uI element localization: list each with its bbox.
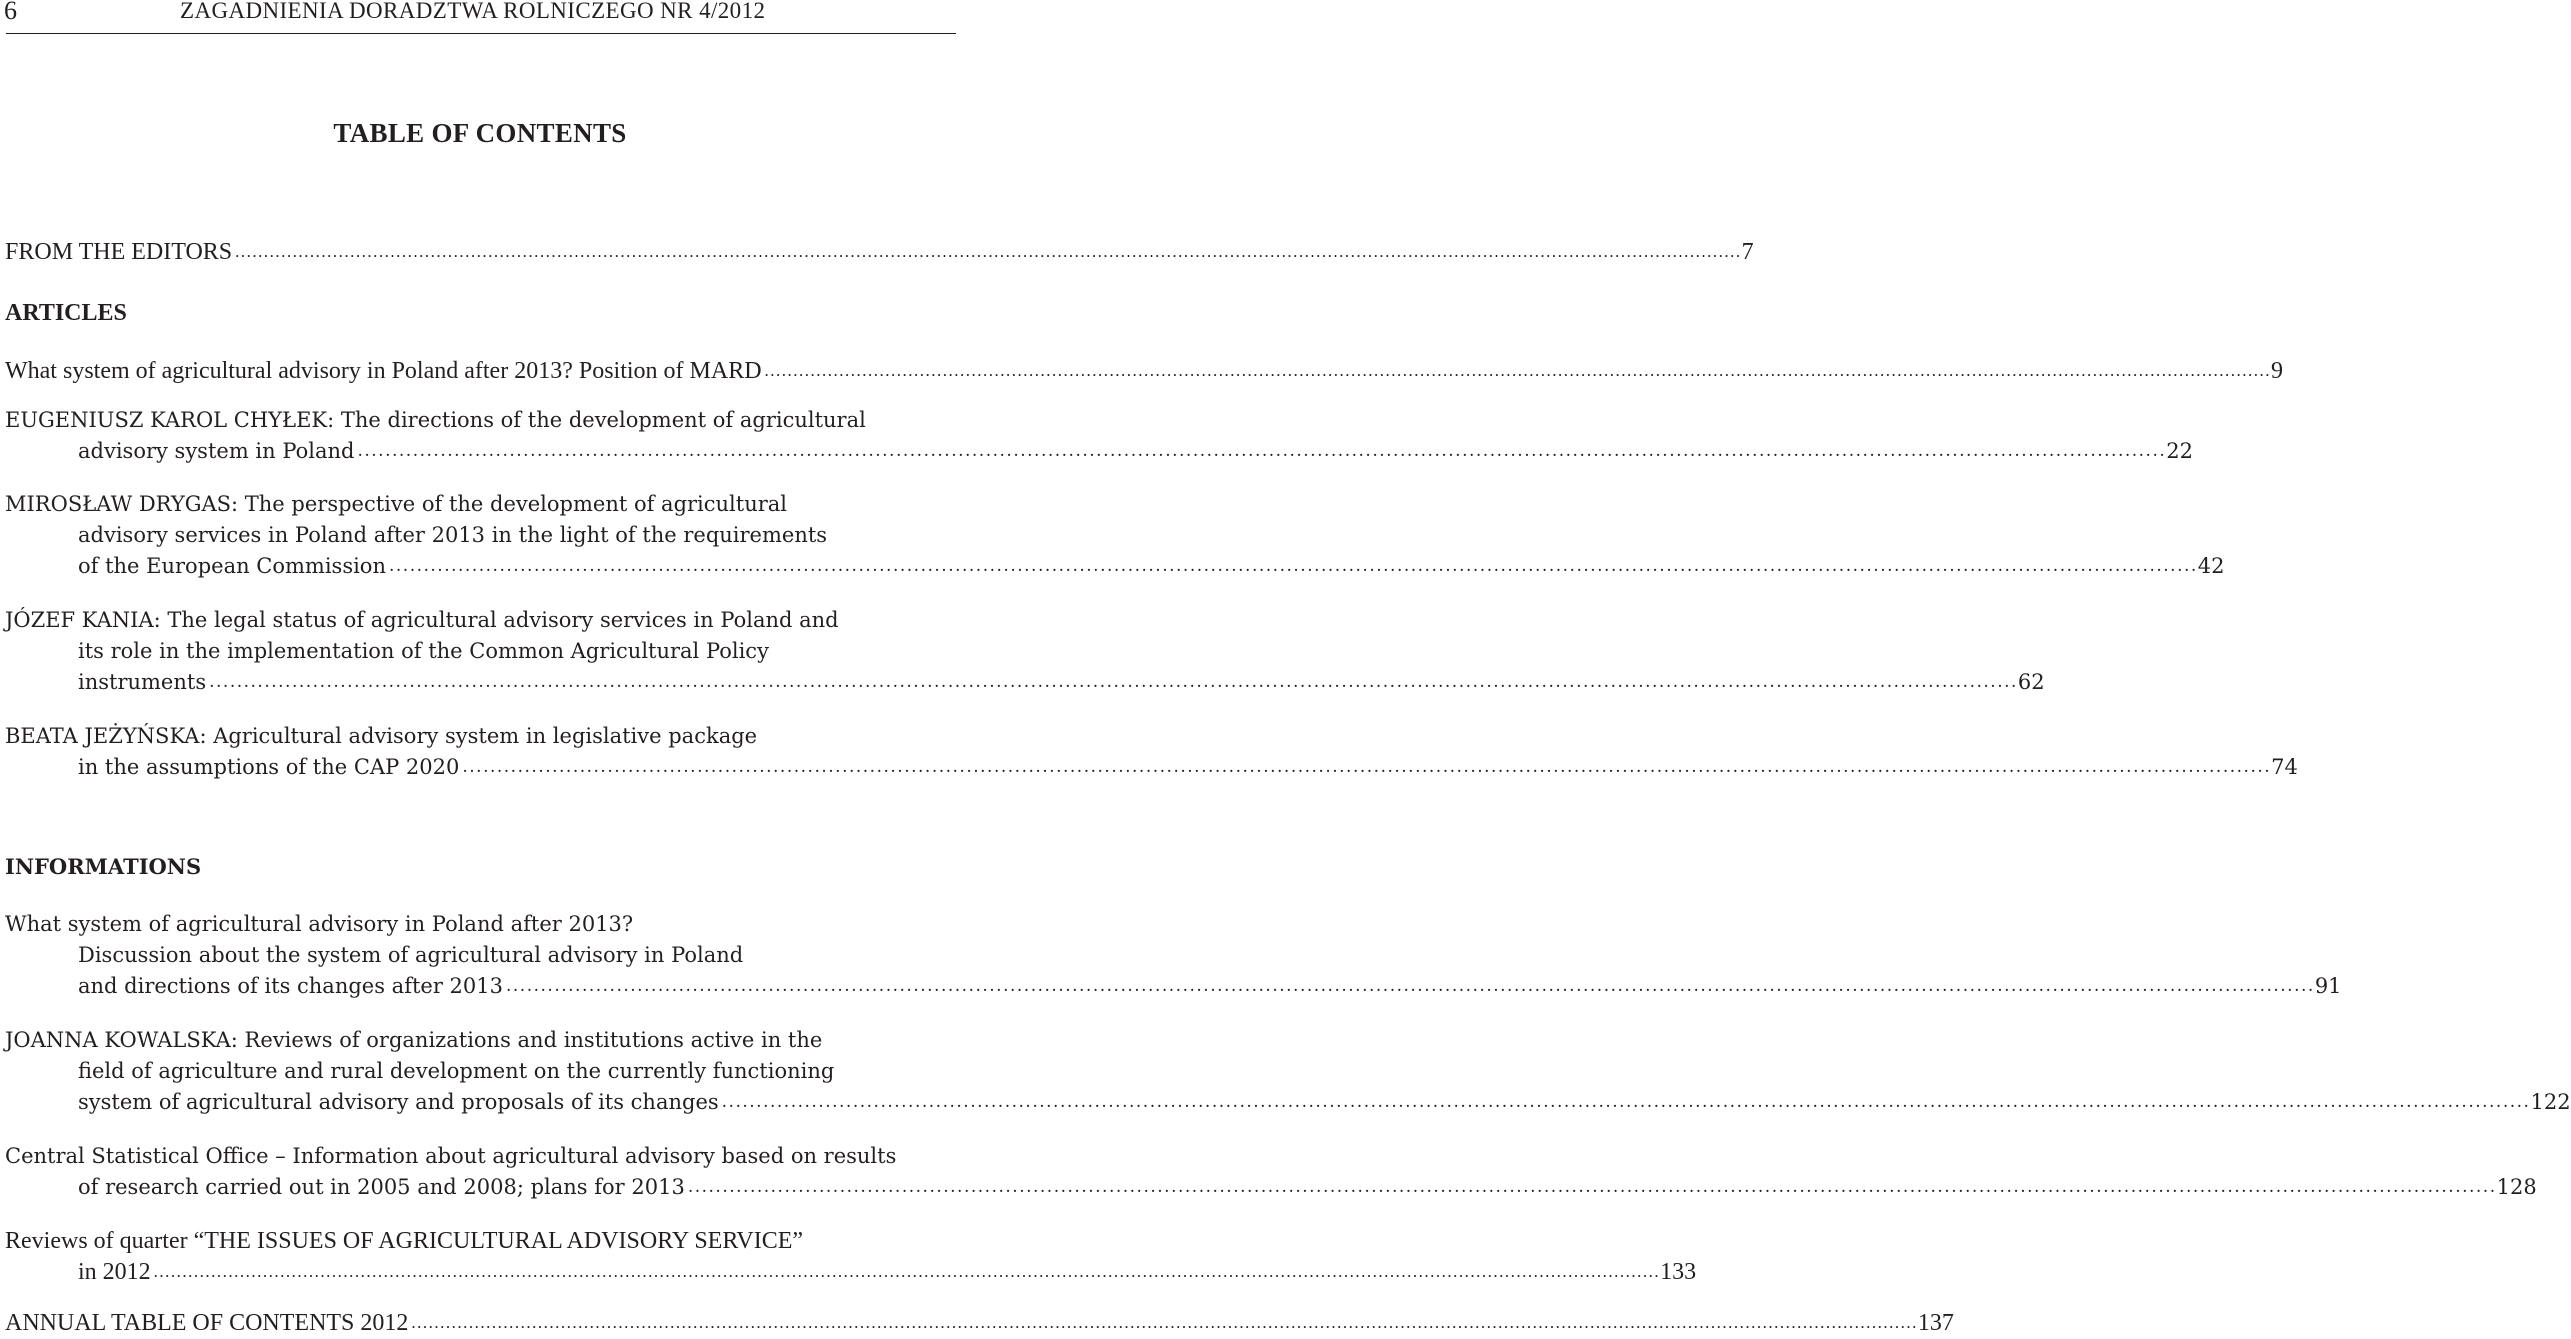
entry-title-line: MIROSŁAW DRYGAS: The perspective of the development of agricultural: [5, 492, 788, 516]
entry-page: 128: [2496, 1175, 2537, 1199]
entry-title: What system of agricultural advisory in Poland after 2013? Position of MARD: [5, 358, 762, 384]
entry-title-line: What system of agricultural advisory in Poland after 2013?: [5, 912, 634, 936]
journal-title: ZAGADNIENIA DORADZTWA ROLNICZEGO NR 4/2012: [180, 0, 766, 23]
dot-leader: ......................................................................................................................................................................................................................................................................: [506, 976, 2315, 996]
section-heading-informations: INFORMATIONS: [5, 854, 202, 879]
dot-leader: ......................................................................................................................................................................................................................................................................: [687, 1177, 2497, 1197]
page-number: 6: [4, 0, 17, 25]
dot-leader: ......................................................................................................................................................................................................................................................................: [388, 556, 2198, 576]
toc-entry-annual[interactable]: [5, 1307, 1954, 1339]
entry-title: of the European Commission: [78, 554, 386, 578]
entry-title-line: JOANNA KOWALSKA: Reviews of organizations and institutions active in the: [5, 1028, 823, 1052]
entry-title-line: Discussion about the system of agricultural advisory in Poland: [78, 943, 744, 967]
dot-leader: ......................................................................................................................................................................................................................................................................: [209, 672, 2018, 692]
page-title: TABLE OF CONTENTS: [333, 118, 627, 148]
toc-entry-article[interactable]: [5, 355, 2284, 387]
entry-page: 91: [2314, 974, 2342, 998]
entry-title-line: advisory services in Poland after 2013 in the light of the requirements: [78, 523, 828, 547]
toc-entry-information[interactable]: [78, 1256, 1697, 1288]
toc-entry-information[interactable]: [78, 1171, 2537, 1203]
toc-entry-editors[interactable]: [5, 236, 1754, 268]
dot-leader: ......................................................................................................................................................................................................................................................................: [721, 1092, 2531, 1112]
dot-leader: ......................................................................................................................................................................................................................................................................: [764, 361, 2272, 380]
entry-page: 133: [1660, 1259, 1697, 1285]
toc-entry-article[interactable]: [78, 435, 2194, 467]
dot-leader: ......................................................................................................................................................................................................................................................................: [357, 441, 2167, 461]
toc-entry-information[interactable]: [78, 1086, 2571, 1118]
toc-entry-article[interactable]: [78, 751, 2298, 783]
entry-title-line: Reviews of quarter “THE ISSUES OF AGRICULTURAL ADVISORY SERVICE”: [5, 1228, 804, 1254]
entry-title-line: field of agriculture and rural development on the currently functioning: [78, 1059, 835, 1083]
entry-title-line: BEATA JEŻYŃSKA: Agricultural advisory system in legislative package: [5, 724, 758, 748]
toc-entry-article[interactable]: [78, 666, 2045, 698]
toc-entry-information[interactable]: [78, 970, 2342, 1002]
entry-page: 42: [2197, 554, 2225, 578]
dot-leader: ......................................................................................................................................................................................................................................................................: [462, 757, 2272, 777]
entry-title: in 2012: [78, 1259, 151, 1285]
entry-title-line: EUGENIUSZ KAROL CHYŁEK: The directions of the development of agricultural: [5, 408, 866, 432]
section-heading-articles: ARTICLES: [5, 300, 127, 326]
entry-title: in the assumptions of the CAP 2020: [78, 755, 460, 779]
entry-title: of research carried out in 2005 and 2008; plans for 2013: [78, 1175, 685, 1199]
entry-title-line: Central Statistical Office – Information about agricultural advisory based on results: [5, 1144, 897, 1168]
entry-page: 122: [2530, 1090, 2571, 1114]
entry-page: 74: [2271, 755, 2298, 779]
entry-page: 137: [1917, 1310, 1954, 1336]
entry-title: and directions of its changes after 2013: [78, 974, 503, 998]
entry-page: 9: [2271, 358, 2284, 384]
entry-page: 22: [2166, 439, 2194, 463]
entry-title: instruments: [78, 670, 207, 694]
entry-title: advisory system in Poland: [78, 439, 355, 463]
header-rule: [6, 33, 956, 34]
entry-title: system of agricultural advisory and proposals of its changes: [78, 1090, 719, 1114]
dot-leader: ......................................................................................................................................................................................................................................................................: [235, 242, 1742, 261]
dot-leader: ......................................................................................................................................................................................................................................................................: [153, 1262, 1661, 1281]
entry-page: 7: [1741, 239, 1754, 265]
entry-page: 62: [2017, 670, 2045, 694]
dot-leader: ......................................................................................................................................................................................................................................................................: [411, 1313, 1918, 1332]
entry-title: ANNUAL TABLE OF CONTENTS 2012: [5, 1310, 409, 1336]
entry-title-line: JÓZEF KANIA: The legal status of agricultural advisory services in Poland and: [5, 608, 839, 632]
toc-entry-article[interactable]: [78, 550, 2225, 582]
entry-title: FROM THE EDITORS: [5, 239, 233, 265]
entry-title-line: its role in the implementation of the Common Agricultural Policy: [78, 639, 769, 663]
